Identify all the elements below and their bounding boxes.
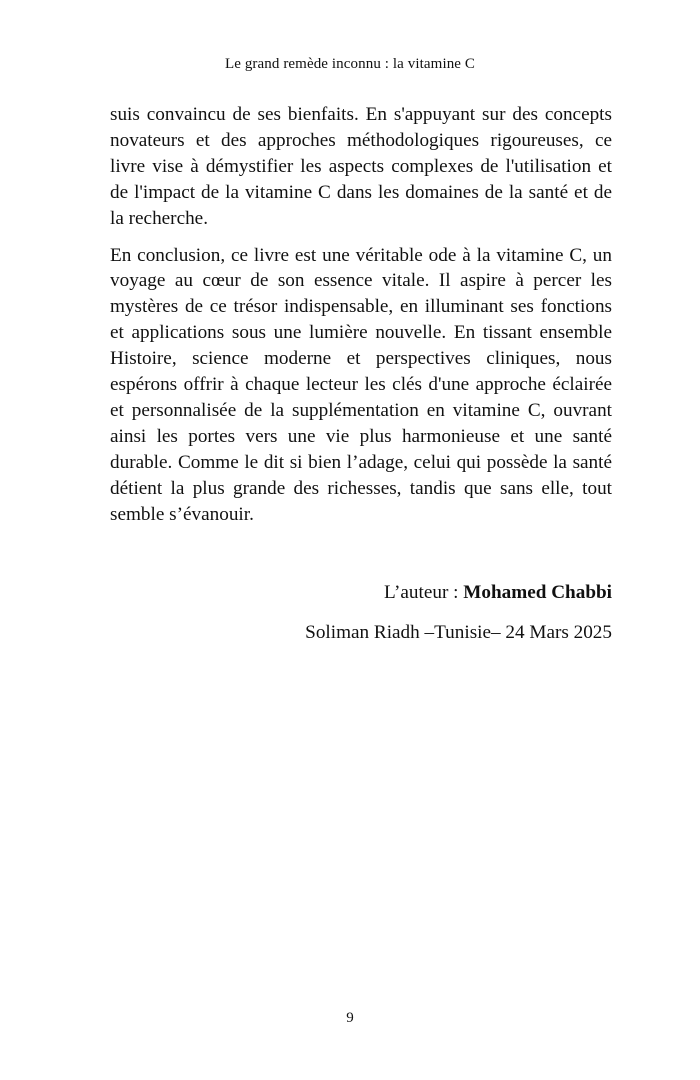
body-text xyxy=(110,102,612,539)
paragraph: En conclusion, ce livre est une véritable ode à la vitamine C, un voyage au cœur de son essence vitale. Il aspire à percer les mystères de ce trésor indispensable, en illuminant ses fonctions et applications sous une lumière nouvelle. En tissant ensemble Histoire, science moderne et perspectives cliniques, nous espérons offrir à chaque lecteur les clés d'une approche éclairée et personnalisée de la supplémentation en vitamine C, ouvrant ainsi les portes vers une vie plus harmonieuse et une santé durable. Comme le dit si bien l’adage, celui qui possède la santé détient la plus grande des richesses, tandis que sans elle, tout semble s’évanouir. xyxy=(110,244,612,525)
author-name: Mohamed Chabbi xyxy=(463,582,612,603)
author-label: L’auteur : xyxy=(384,582,464,603)
place-date: Soliman Riadh –Tunisie– 24 Mars 2025 xyxy=(305,622,612,643)
author-signature xyxy=(110,580,612,606)
running-header: Le grand remède inconnu : la vitamine C xyxy=(224,56,476,72)
page-number: 9 xyxy=(346,1010,354,1026)
paragraph: suis convaincu de ses bienfaits. En s'appuyant sur des concepts novateurs et des approches méthodologiques rigoureuses, ce livre vise à démystifier les aspects complexes de l'utilisation et de l'impact de la vitamine C dans les domaines de la santé et de la recherche. xyxy=(110,104,612,229)
